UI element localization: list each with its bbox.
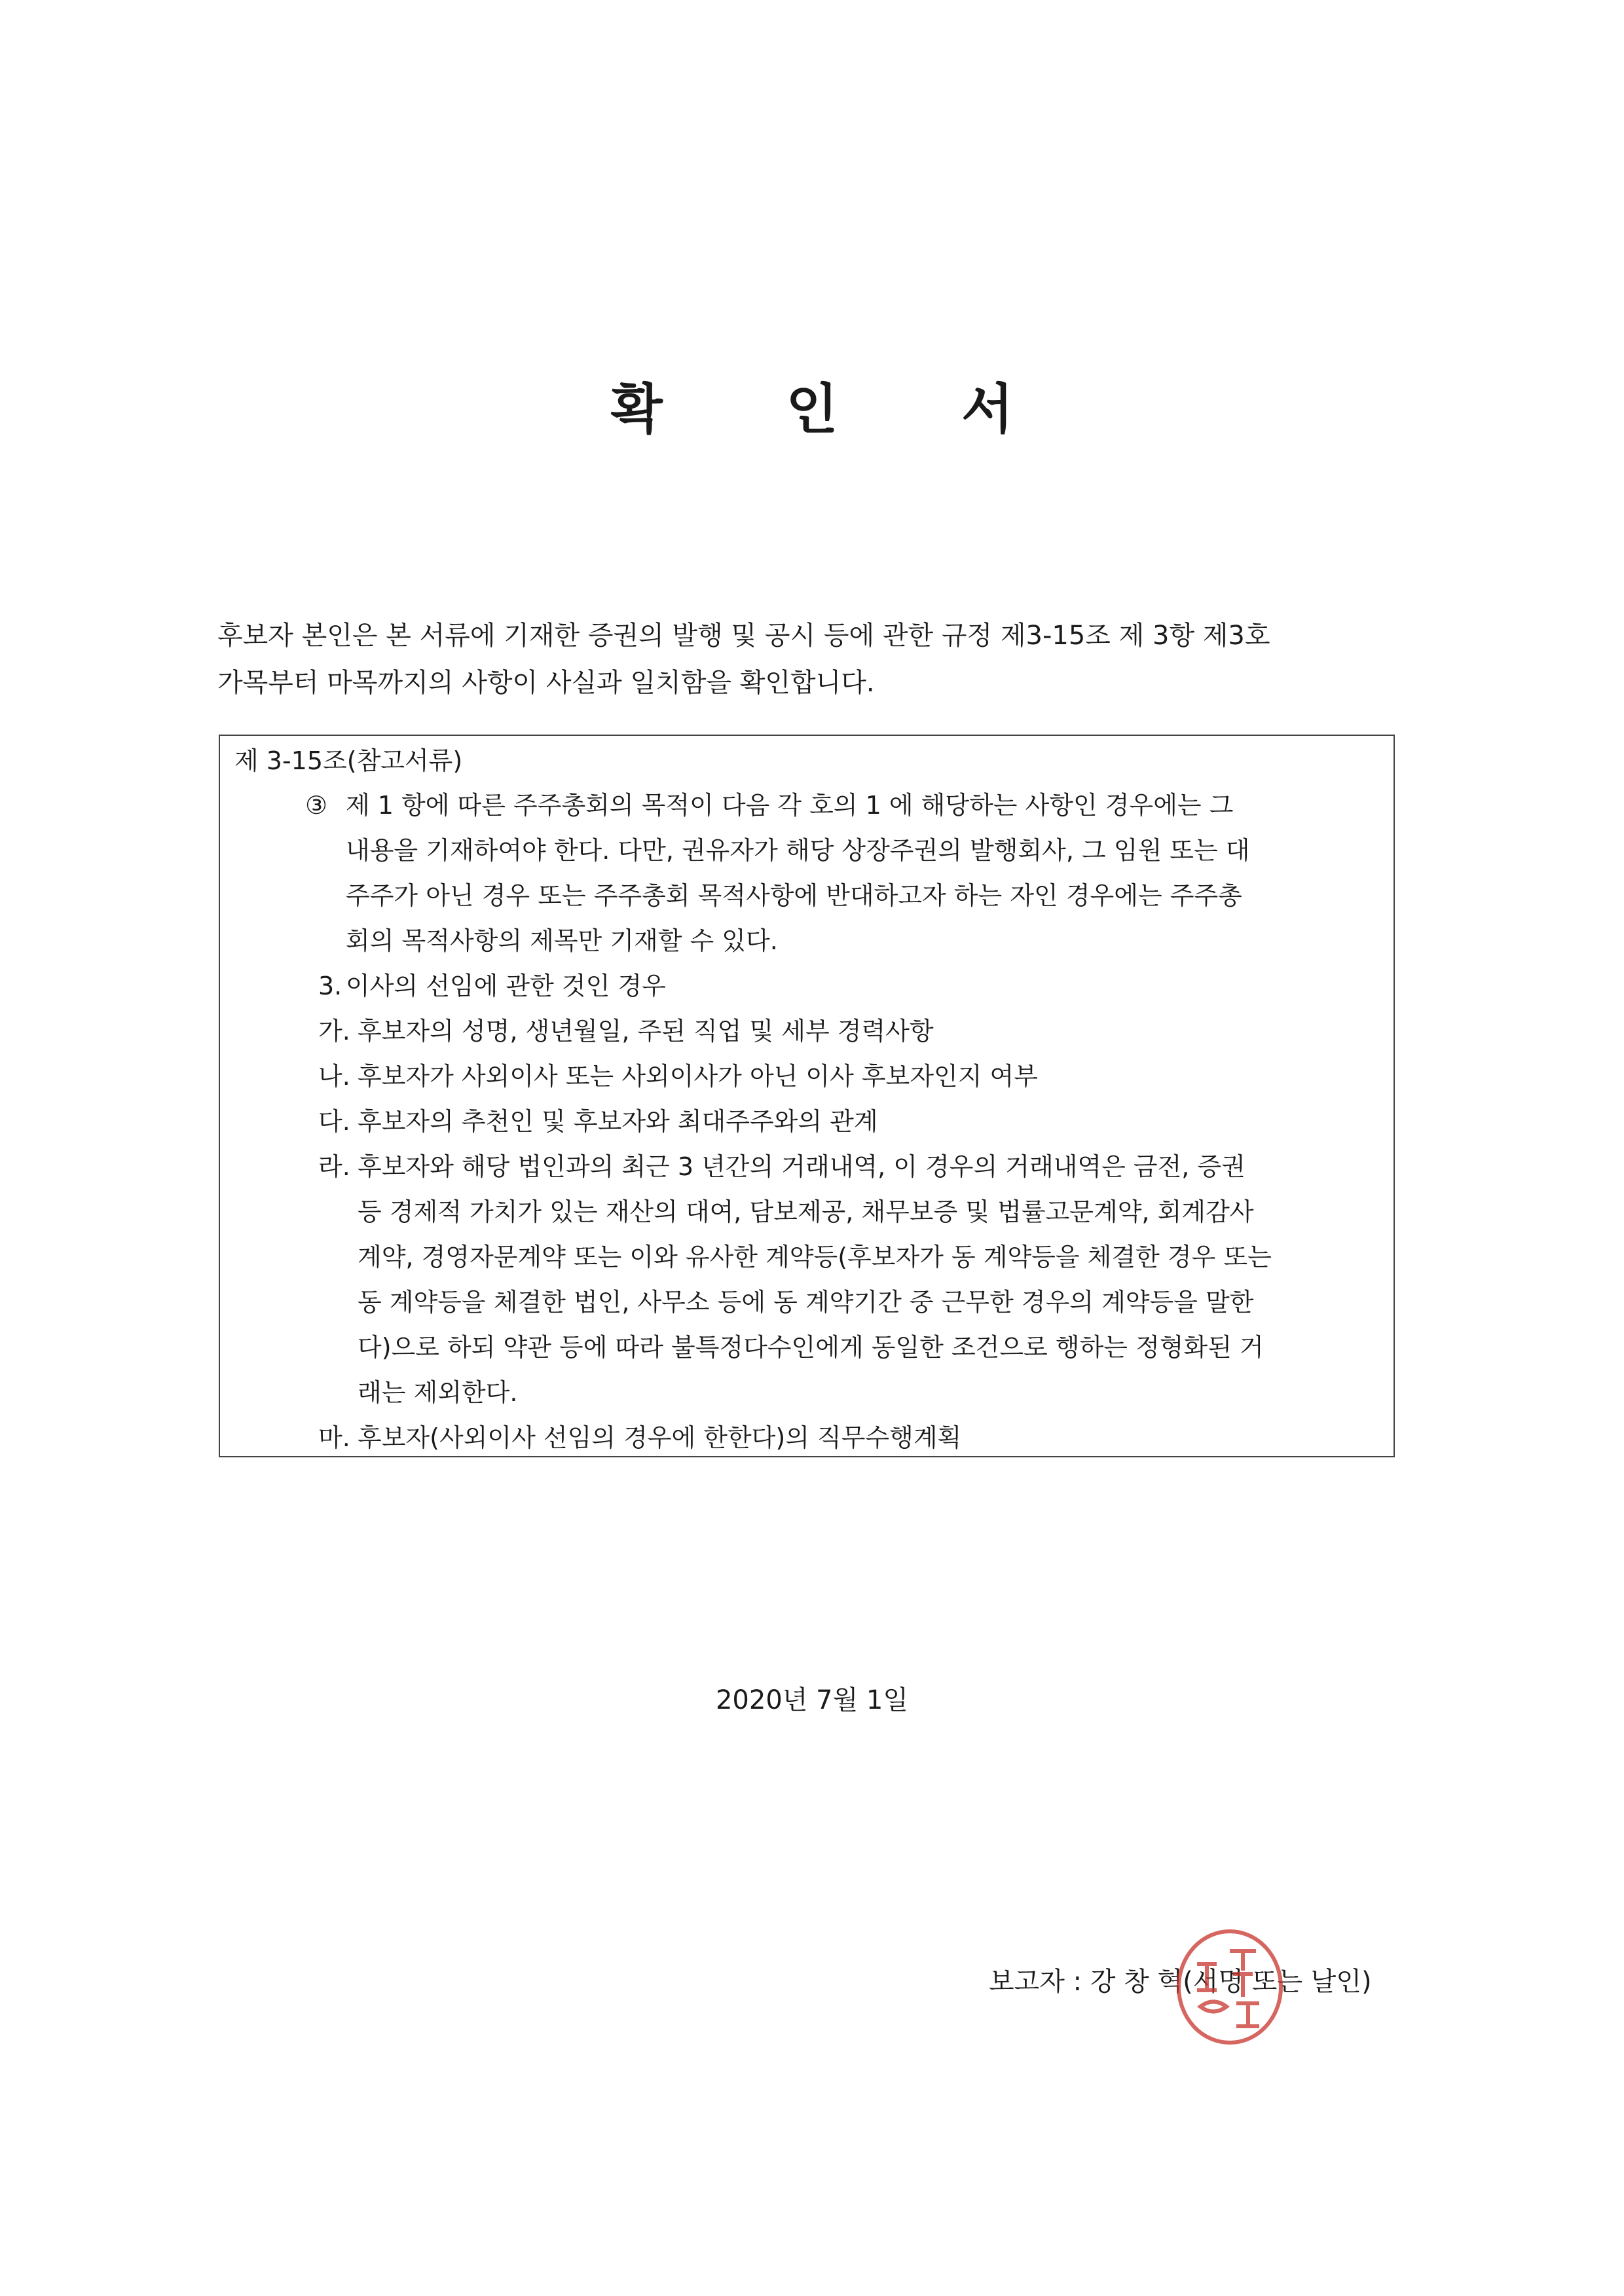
intro-line: 후보자 본인은 본 서류에 기재한 증권의 발행 및 공시 등에 관한 규정 제3-15조 제 3항 제3호 (217, 621, 1270, 651)
item-marker: 3. (318, 972, 342, 1000)
item-line: 후보자(사외이사 선임의 경우에 한한다)의 직무수행계획 (358, 1423, 962, 1452)
document-title: 확 인 서 (610, 378, 1066, 441)
item-marker: 나. (318, 1062, 350, 1091)
item-line: 후보자의 성명, 생년월일, 주된 직업 및 세부 경력사항 (358, 1017, 934, 1046)
item-text (346, 964, 1393, 1009)
item-text (358, 1054, 1393, 1099)
item-ra (220, 1144, 1393, 1415)
item-marker: 마. (318, 1423, 350, 1452)
regulation-body (220, 783, 1393, 1461)
item-text (358, 1099, 1393, 1144)
item-text (358, 1415, 1393, 1461)
item-line: 후보자가 사외이사 또는 사외이사가 아닌 이사 후보자인지 여부 (358, 1062, 1038, 1091)
item-line: 후보자와 해당 법인과의 최근 3 년간의 거래내역, 이 경우의 거래내역은 금전, 증권 (358, 1152, 1246, 1181)
item-line: 계약, 경영자문계약 또는 이와 유사한 계약등(후보자가 동 계약등을 체결한 경우 또는 (358, 1243, 1272, 1271)
seal-stamp-icon (1171, 1925, 1289, 2049)
paragraph-line: 주주가 아닌 경우 또는 주주총회 목적사항에 반대하고자 하는 자인 경우에는 주주총 (346, 881, 1242, 910)
paragraph-line: 제 1 항에 따른 주주총회의 목적이 다음 각 호의 1 에 해당하는 사항인 경우에는 그 (346, 791, 1234, 820)
paragraph-3 (220, 783, 1393, 964)
paragraph-line: 회의 목적사항의 제목만 기재할 수 있다. (346, 926, 778, 955)
item-3 (220, 964, 1393, 1009)
item-line: 후보자의 추천인 및 후보자와 최대주주와의 관계 (358, 1107, 878, 1136)
item-marker: 다. (318, 1107, 350, 1136)
intro-line: 가목부터 마목까지의 사항이 사실과 일치함을 확인합니다. (217, 668, 875, 698)
item-line: 래는 제외한다. (358, 1378, 518, 1407)
intro-statement (217, 612, 1409, 706)
regulation-heading: 제 3-15조(참고서류) (234, 746, 463, 775)
paragraph-line: 내용을 기재하여야 한다. 다만, 권유자가 해당 상장주권의 발행회사, 그 임원 또는 대 (346, 836, 1250, 865)
item-line: 이사의 선임에 관한 것인 경우 (346, 972, 666, 1000)
item-line: 등 경제적 가치가 있는 재산의 대여, 담보제공, 채무보증 및 법률고문계약, 회계감사 (358, 1197, 1254, 1226)
document-date: 2020년 7월 1일 (715, 1685, 909, 1715)
regulation-excerpt-box (219, 735, 1395, 1457)
item-na (220, 1054, 1393, 1099)
item-ma (220, 1415, 1393, 1461)
item-text (358, 1009, 1393, 1054)
reporter-signature: 보고자 : 강 창 혁(서명 또는 날인) (989, 1967, 1372, 1997)
item-line: 다)으로 하되 약관 등에 따라 불특정다수인에게 동일한 조건으로 행하는 정형화된 거 (358, 1333, 1264, 1362)
paragraph-text (346, 783, 1393, 964)
item-text (358, 1144, 1393, 1415)
item-line: 동 계약등을 체결한 법인, 사무소 등에 동 계약기간 중 근무한 경우의 계약등을 말한 (358, 1288, 1254, 1317)
item-marker: 가. (318, 1017, 350, 1046)
item-da (220, 1099, 1393, 1144)
item-ga (220, 1009, 1393, 1054)
item-marker: 라. (318, 1152, 350, 1181)
paragraph-marker: ③ (305, 791, 328, 820)
